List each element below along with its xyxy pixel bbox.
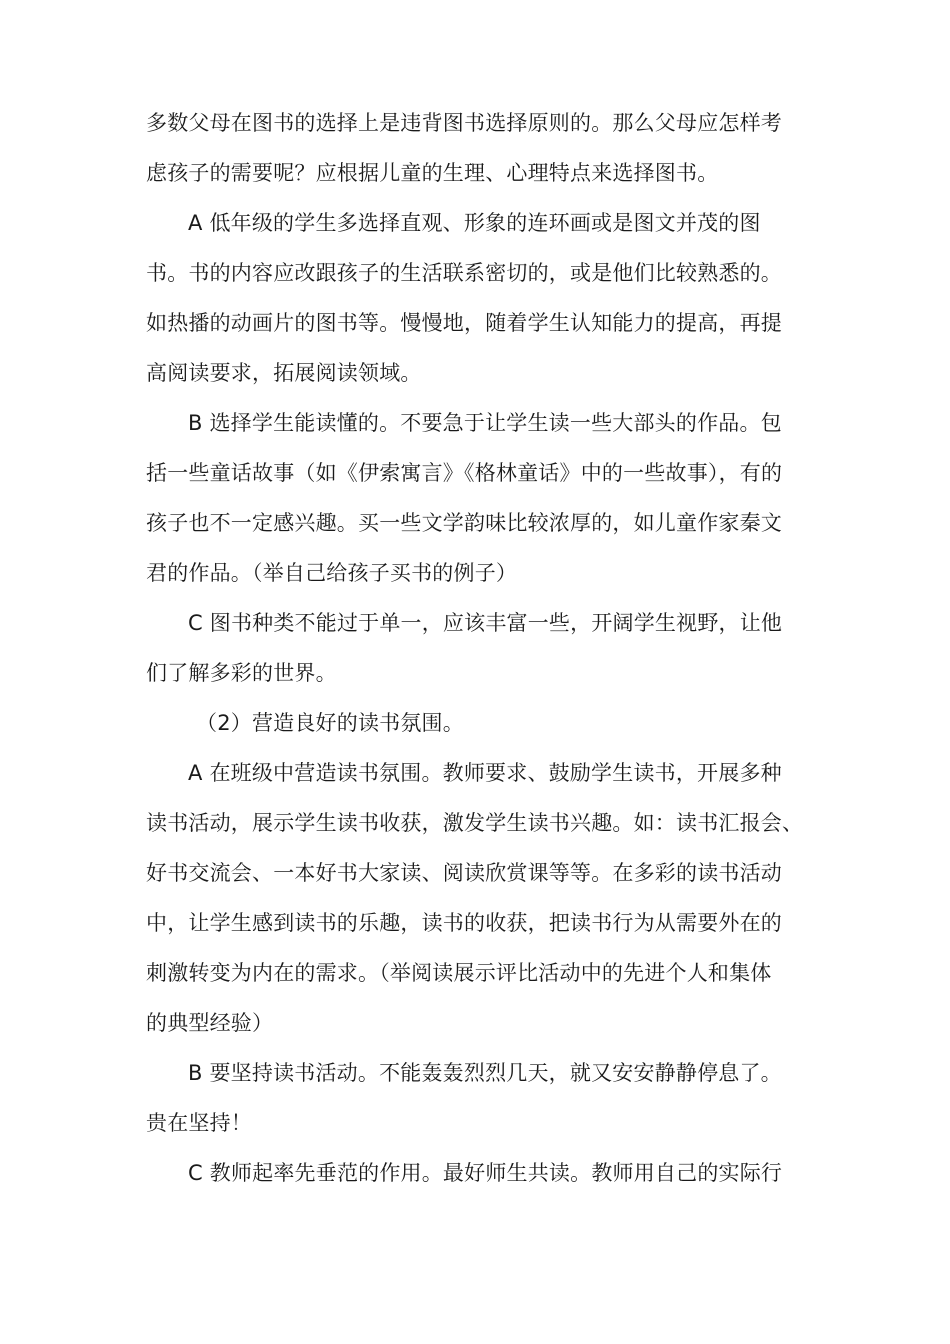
text-line: 的典型经验） (146, 1011, 274, 1035)
section-heading: （2）营造良好的读书氛围。 (196, 711, 464, 735)
text-line: 括一些童话故事（如《伊索寓言》《格林童话》中的一些故事），有的 (146, 461, 783, 485)
text-line: B 要坚持读书活动。不能轰轰烈烈几天，就又安安静静停息了。 (188, 1061, 782, 1085)
text-line: 好书交流会、一本好书大家读、阅读欣赏课等等。在多彩的读书活动 (146, 861, 782, 885)
text-line: 君的作品。（举自己给孩子买书的例子） (146, 561, 518, 585)
text-line: C 图书种类不能过于单一，应该丰富一些，开阔学生视野，让他 (188, 611, 783, 635)
text-line: 虑孩子的需要呢？应根据儿童的生理、心理特点来选择图书。 (146, 161, 719, 185)
text-line: 贵在坚持！ (146, 1111, 252, 1135)
text-line: 孩子也不一定感兴趣。买一些文学韵味比较浓厚的，如儿童作家秦文 (146, 511, 782, 535)
text-line: A 低年级的学生多选择直观、形象的连环画或是图文并茂的图 (188, 211, 761, 235)
text-line: B 选择学生能读懂的。不要急于让学生读一些大部头的作品。包 (188, 411, 782, 435)
text-line: 读书活动，展示学生读书收获，激发学生读书兴趣。如：读书汇报会、 (146, 811, 804, 835)
text-line: A 在班级中营造读书氛围。教师要求、鼓励学生读书，开展多种 (188, 761, 782, 785)
text-line: 刺激转变为内在的需求。（举阅读展示评比活动中的先进个人和集体 (146, 961, 772, 985)
text-line: 如热播的动画片的图书等。慢慢地，随着学生认知能力的提高，再提 (146, 311, 782, 335)
text-line: 中，让学生感到读书的乐趣，读书的收获，把读书行为从需要外在的 (146, 911, 782, 935)
text-line: 们了解多彩的世界。 (146, 661, 337, 685)
text-line: 高阅读要求，拓展阅读领域。 (146, 361, 422, 385)
text-line: C 教师起率先垂范的作用。最好师生共读。教师用自己的实际行 (188, 1161, 783, 1185)
document-body (146, 98, 818, 1198)
text-line: 书。书的内容应改跟孩子的生活联系密切的，或是他们比较熟悉的。 (146, 261, 782, 285)
text-line: 多数父母在图书的选择上是违背图书选择原则的。那么父母应怎样考 (146, 111, 782, 135)
